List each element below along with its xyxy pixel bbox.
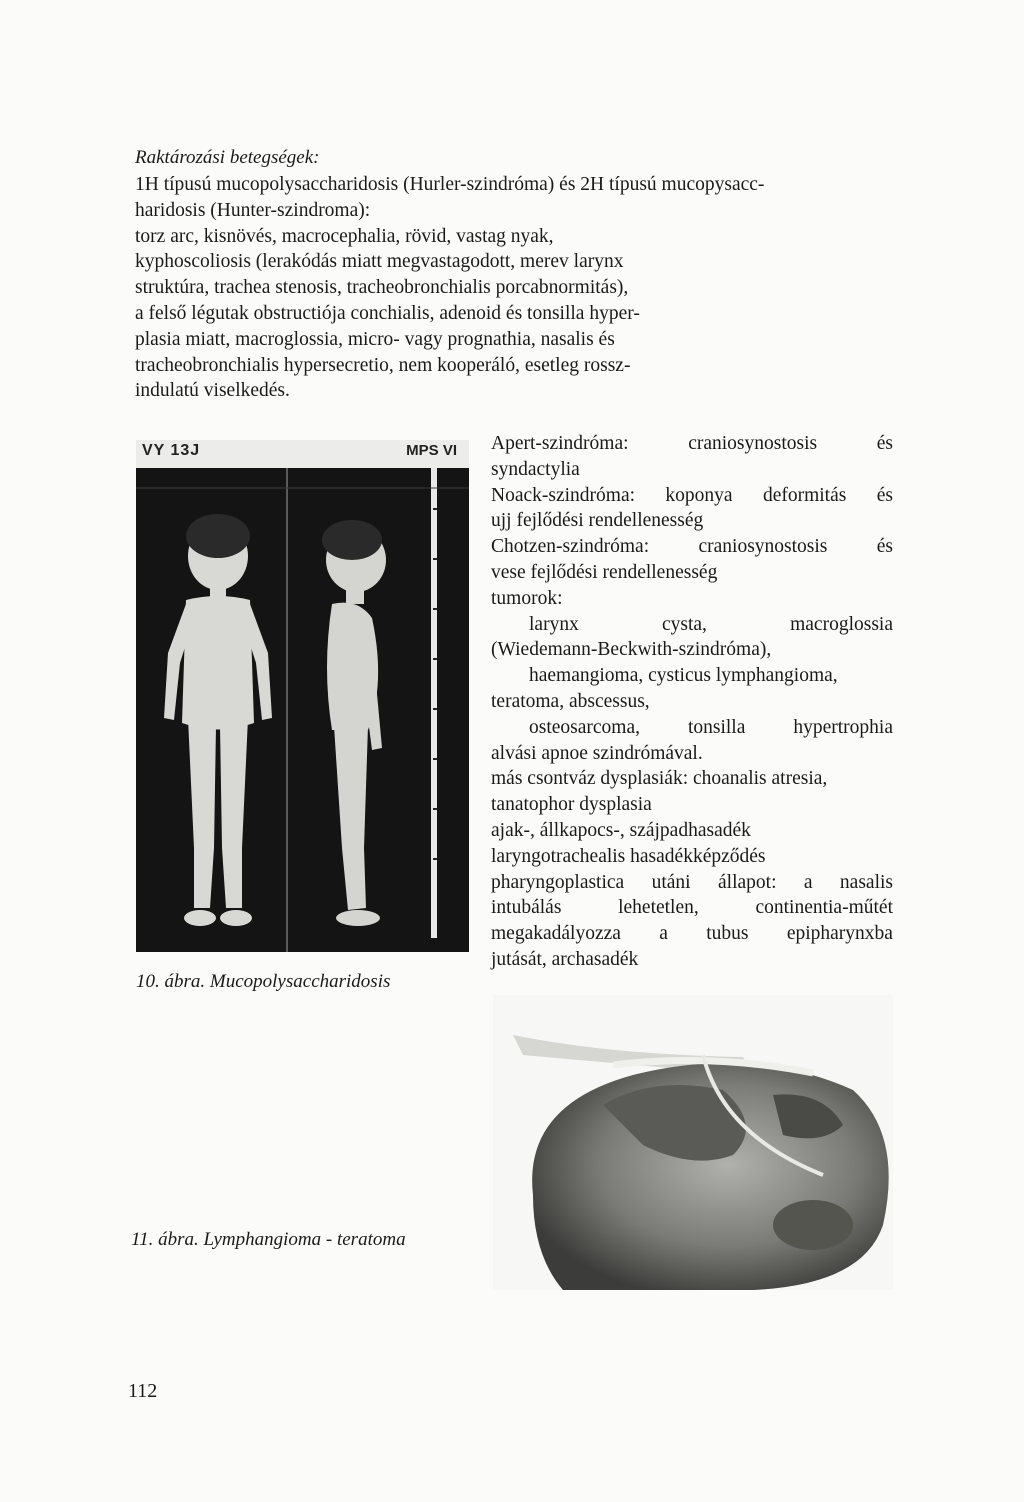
text-line: haemangioma, cysticus lymphangioma, bbox=[529, 665, 838, 687]
text-line: alvási apnoe szindrómával. bbox=[491, 742, 703, 764]
word: craniosynostosis bbox=[688, 433, 818, 454]
noack-line bbox=[491, 483, 893, 509]
apert-line bbox=[491, 431, 893, 457]
text-line: a felső légutak obstructiója conchialis, adenoid és tonsilla hyper- bbox=[135, 302, 640, 324]
larynx-line bbox=[491, 612, 893, 638]
word: lehetetlen, bbox=[618, 897, 699, 919]
word: larynx bbox=[529, 613, 579, 635]
text-line: 1H típusú mucopolysaccharidosis (Hurler-szindróma) és 2H típusú mucopysacc- bbox=[135, 174, 765, 195]
figure-10-caption: 10. ábra. Mucopolysaccharidosis bbox=[136, 971, 391, 992]
text-line: más csontváz dysplasiák: choanalis atresia, bbox=[491, 768, 828, 790]
pharyngoplastica-line bbox=[491, 870, 893, 896]
word: hypertrophia bbox=[793, 716, 893, 738]
child-photo-image bbox=[136, 468, 469, 952]
text-line: tumorok: bbox=[491, 587, 563, 609]
word: megakadályozza bbox=[491, 923, 621, 945]
text-line: struktúra, trachea stenosis, tracheobronchialis porcabnormitás), bbox=[135, 277, 629, 299]
word: Noack-szindróma: bbox=[491, 484, 636, 506]
lymphangioma-photo-image bbox=[493, 995, 893, 1290]
osteo-line bbox=[491, 715, 893, 741]
text-line: plasia miatt, macroglossia, micro- vagy prognathia, nasalis és bbox=[135, 328, 615, 350]
page-number: 112 bbox=[128, 1380, 158, 1402]
photo-label-left: VY 13J bbox=[142, 442, 201, 459]
text-line: (Wiedemann-Beckwith-szindróma), bbox=[491, 639, 772, 661]
text-line: ajak-, állkapocs-, szájpadhasadék bbox=[491, 819, 751, 841]
intro-paragraph bbox=[135, 172, 890, 404]
word: a bbox=[659, 923, 668, 945]
text-line: jutását, archasadék bbox=[491, 948, 639, 970]
word: a bbox=[803, 871, 813, 893]
text-line: haridosis (Hunter-szindroma): bbox=[135, 199, 371, 221]
word: és bbox=[876, 484, 893, 506]
figure-10-photo bbox=[136, 440, 469, 952]
word: osteosarcoma, bbox=[529, 716, 641, 738]
word: epipharynxba bbox=[786, 923, 893, 945]
word: tubus bbox=[706, 923, 749, 945]
word: tonsilla bbox=[687, 716, 746, 738]
word: pharyngoplastica bbox=[491, 871, 625, 893]
text-line: ujj fejlődési rendellenesség bbox=[491, 510, 704, 532]
word: koponya bbox=[665, 484, 733, 506]
text-line: syndactylia bbox=[491, 458, 580, 480]
text-line: torz arc, kisnövés, macrocephalia, rövid, vastag nyak, bbox=[135, 225, 554, 247]
word: utáni bbox=[651, 871, 691, 893]
word: Chotzen-szindróma: bbox=[491, 536, 650, 558]
figure-11-photo bbox=[493, 995, 893, 1290]
word: és bbox=[876, 433, 893, 454]
text-line: kyphoscoliosis (lerakódás miatt megvastagodott, merev larynx bbox=[135, 251, 624, 273]
word: intubálás bbox=[491, 897, 562, 919]
word: deformitás bbox=[762, 484, 847, 506]
word: craniosynostosis bbox=[698, 536, 828, 558]
chotzen-line bbox=[491, 534, 893, 560]
word: cysta, bbox=[661, 613, 707, 635]
word: állapot: bbox=[718, 871, 777, 893]
word: macroglossia bbox=[790, 613, 893, 635]
text-line: tracheobronchialis hypersecretio, nem kooperáló, esetleg rossz- bbox=[135, 354, 631, 376]
word: continentia-műtét bbox=[755, 897, 893, 919]
figure-11-caption: 11. ábra. Lymphangioma - teratoma bbox=[131, 1229, 406, 1250]
word: nasalis bbox=[839, 871, 893, 893]
word: és bbox=[876, 536, 893, 558]
right-column-list bbox=[491, 431, 893, 973]
text-line: vese fejlődési rendellenesség bbox=[491, 561, 718, 583]
megakadalyozza-line bbox=[491, 921, 893, 947]
word: Apert-szindróma: bbox=[491, 433, 629, 454]
section-heading: Raktározási betegségek: bbox=[135, 147, 320, 168]
intubalas-line bbox=[491, 895, 893, 921]
text-line: teratoma, abscessus, bbox=[491, 690, 650, 712]
text-line: indulatú viselkedés. bbox=[135, 380, 290, 402]
text-line: laryngotrachealis hasadékképződés bbox=[491, 845, 766, 867]
photo-label-right: MPS VI bbox=[406, 442, 457, 459]
text-line: tanatophor dysplasia bbox=[491, 794, 652, 816]
